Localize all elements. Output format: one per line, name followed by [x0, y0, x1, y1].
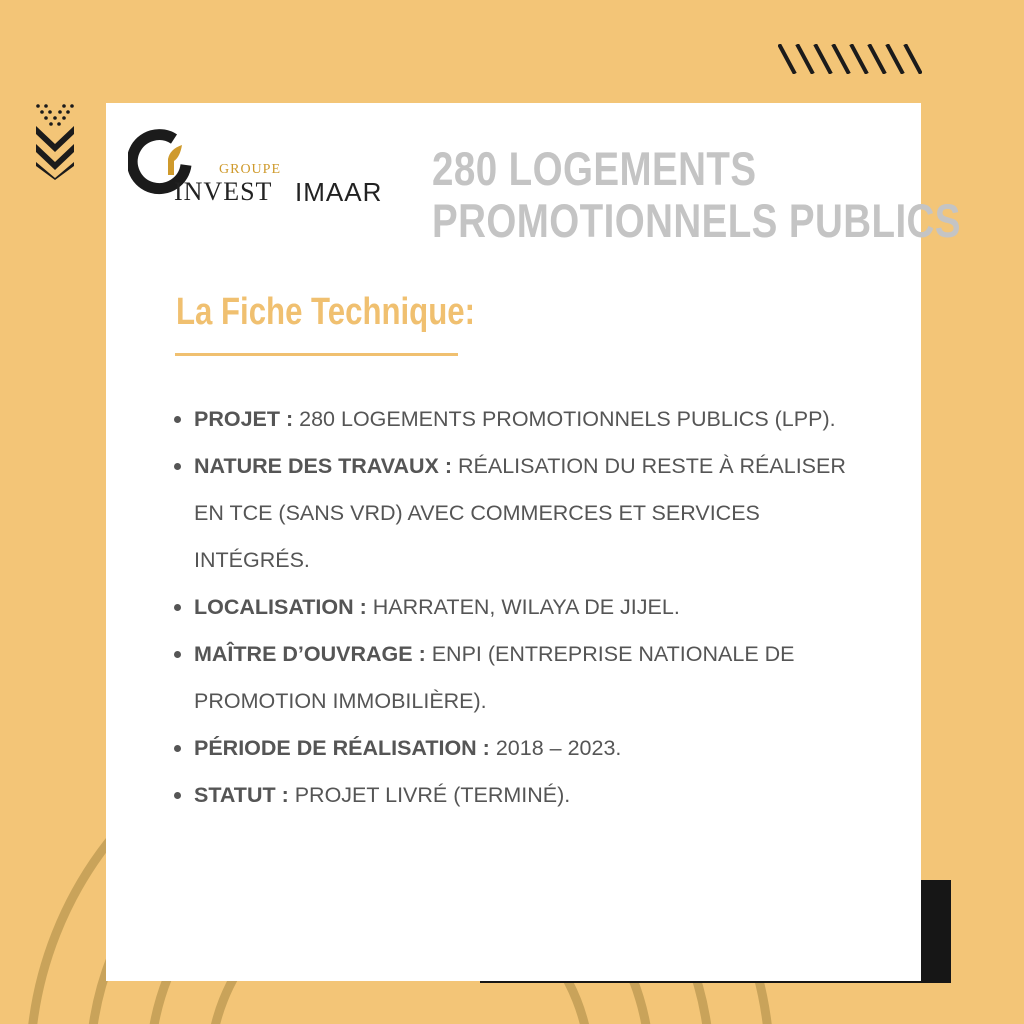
logo-groupe-text: GROUPE: [219, 162, 282, 177]
logo-invest-text: INVEST: [174, 177, 273, 206]
fact-item-projet: [166, 396, 846, 443]
fact-value: HARRATEN, WILAYA DE JIJEL.: [372, 595, 680, 619]
fact-label: NATURE DES TRAVAUX :: [194, 454, 452, 478]
groupe-invest-imaar-logo: [128, 125, 383, 207]
logo-imaar-text: IMAAR: [295, 177, 383, 207]
chevron-arrows-icon: [30, 100, 80, 180]
bullet-icon: [174, 604, 181, 611]
fact-item-periode-de-realisation: [166, 725, 846, 772]
info-card: [106, 103, 961, 981]
title-line: 280 LOGEMENTS: [432, 142, 757, 195]
bullet-icon: [174, 792, 181, 799]
fact-value: RÉALISATION DU RESTE À RÉALISER EN TCE (SANS VRD) AVEC COMMERCES ET SERVICES INTÉGRÉS.: [194, 454, 846, 572]
fact-label: LOCALISATION :: [194, 595, 367, 619]
fact-value: PROJET LIVRÉ (TERMINÉ).: [294, 783, 571, 807]
bullet-icon: [174, 651, 181, 658]
fact-item-localisation: [166, 584, 846, 631]
fact-list: [166, 396, 846, 819]
page-title: [432, 142, 961, 247]
fact-label: MAÎTRE D’OUVRAGE :: [194, 642, 426, 666]
fact-label: PÉRIODE DE RÉALISATION :: [194, 736, 490, 760]
fact-item-statut: [166, 772, 846, 819]
fact-item-maitre-d-ouvrage: [166, 631, 846, 725]
fact-value: 280 LOGEMENTS PROMOTIONNELS PUBLICS (LPP).: [299, 407, 836, 431]
bullet-icon: [174, 463, 181, 470]
diagonal-stripes-decoration: [778, 44, 922, 74]
section-subtitle: La Fiche Technique:: [176, 291, 475, 333]
title-line: PROMOTIONNELS PUBLICS: [432, 194, 961, 247]
bullet-icon: [174, 745, 181, 752]
fact-label: STATUT :: [194, 783, 289, 807]
fact-item-nature-des-travaux: [166, 443, 846, 584]
fact-value: 2018 – 2023.: [495, 736, 622, 760]
bullet-icon: [174, 416, 181, 423]
fact-value: ENPI (ENTREPRISE NATIONALE DE PROMOTION IMMOBILIÈRE).: [194, 642, 795, 713]
subtitle-underline: [175, 353, 458, 356]
fact-label: PROJET :: [194, 407, 294, 431]
